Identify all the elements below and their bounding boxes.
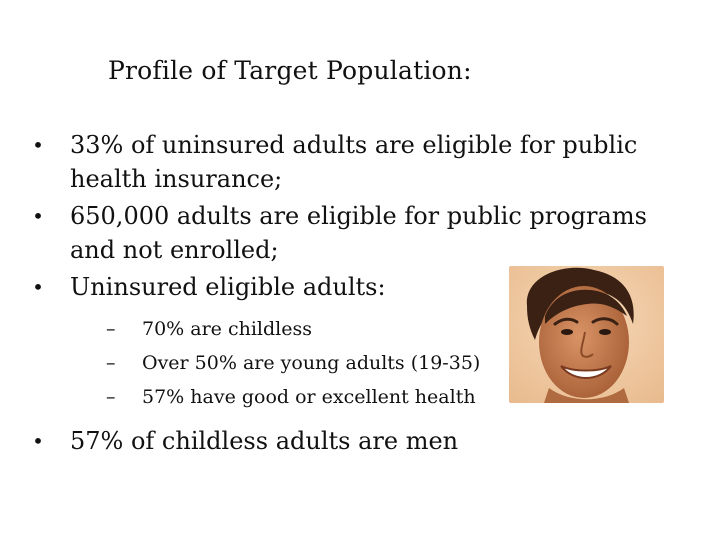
bullet-dot-icon: • xyxy=(32,204,44,228)
bullet-text: 33% of uninsured adults are eligible for public health insurance; xyxy=(70,131,638,193)
bullet-dot-icon: • xyxy=(32,133,44,157)
portrait-photo xyxy=(509,266,664,403)
bullet-item xyxy=(28,424,668,458)
bullet-dot-icon: • xyxy=(32,275,44,299)
bullet-text: 57% of childless adults are men xyxy=(70,427,459,455)
sub-bullet-text: 57% have good or excellent health xyxy=(142,386,476,408)
sub-bullet-text: Over 50% are young adults (19-35) xyxy=(142,352,481,374)
dash-icon: – xyxy=(106,318,116,340)
dash-icon: – xyxy=(106,386,116,408)
dash-icon: – xyxy=(106,352,116,374)
sub-bullet-text: 70% are childless xyxy=(142,318,312,340)
bullet-dot-icon: • xyxy=(32,429,44,453)
bullet-text: Uninsured eligible adults: xyxy=(70,273,386,301)
bullet-item xyxy=(28,199,668,267)
slide-title: Profile of Target Population: xyxy=(108,56,472,85)
bullet-item xyxy=(28,128,668,196)
bullet-text: 650,000 adults are eligible for public programs and not enrolled; xyxy=(70,202,647,264)
